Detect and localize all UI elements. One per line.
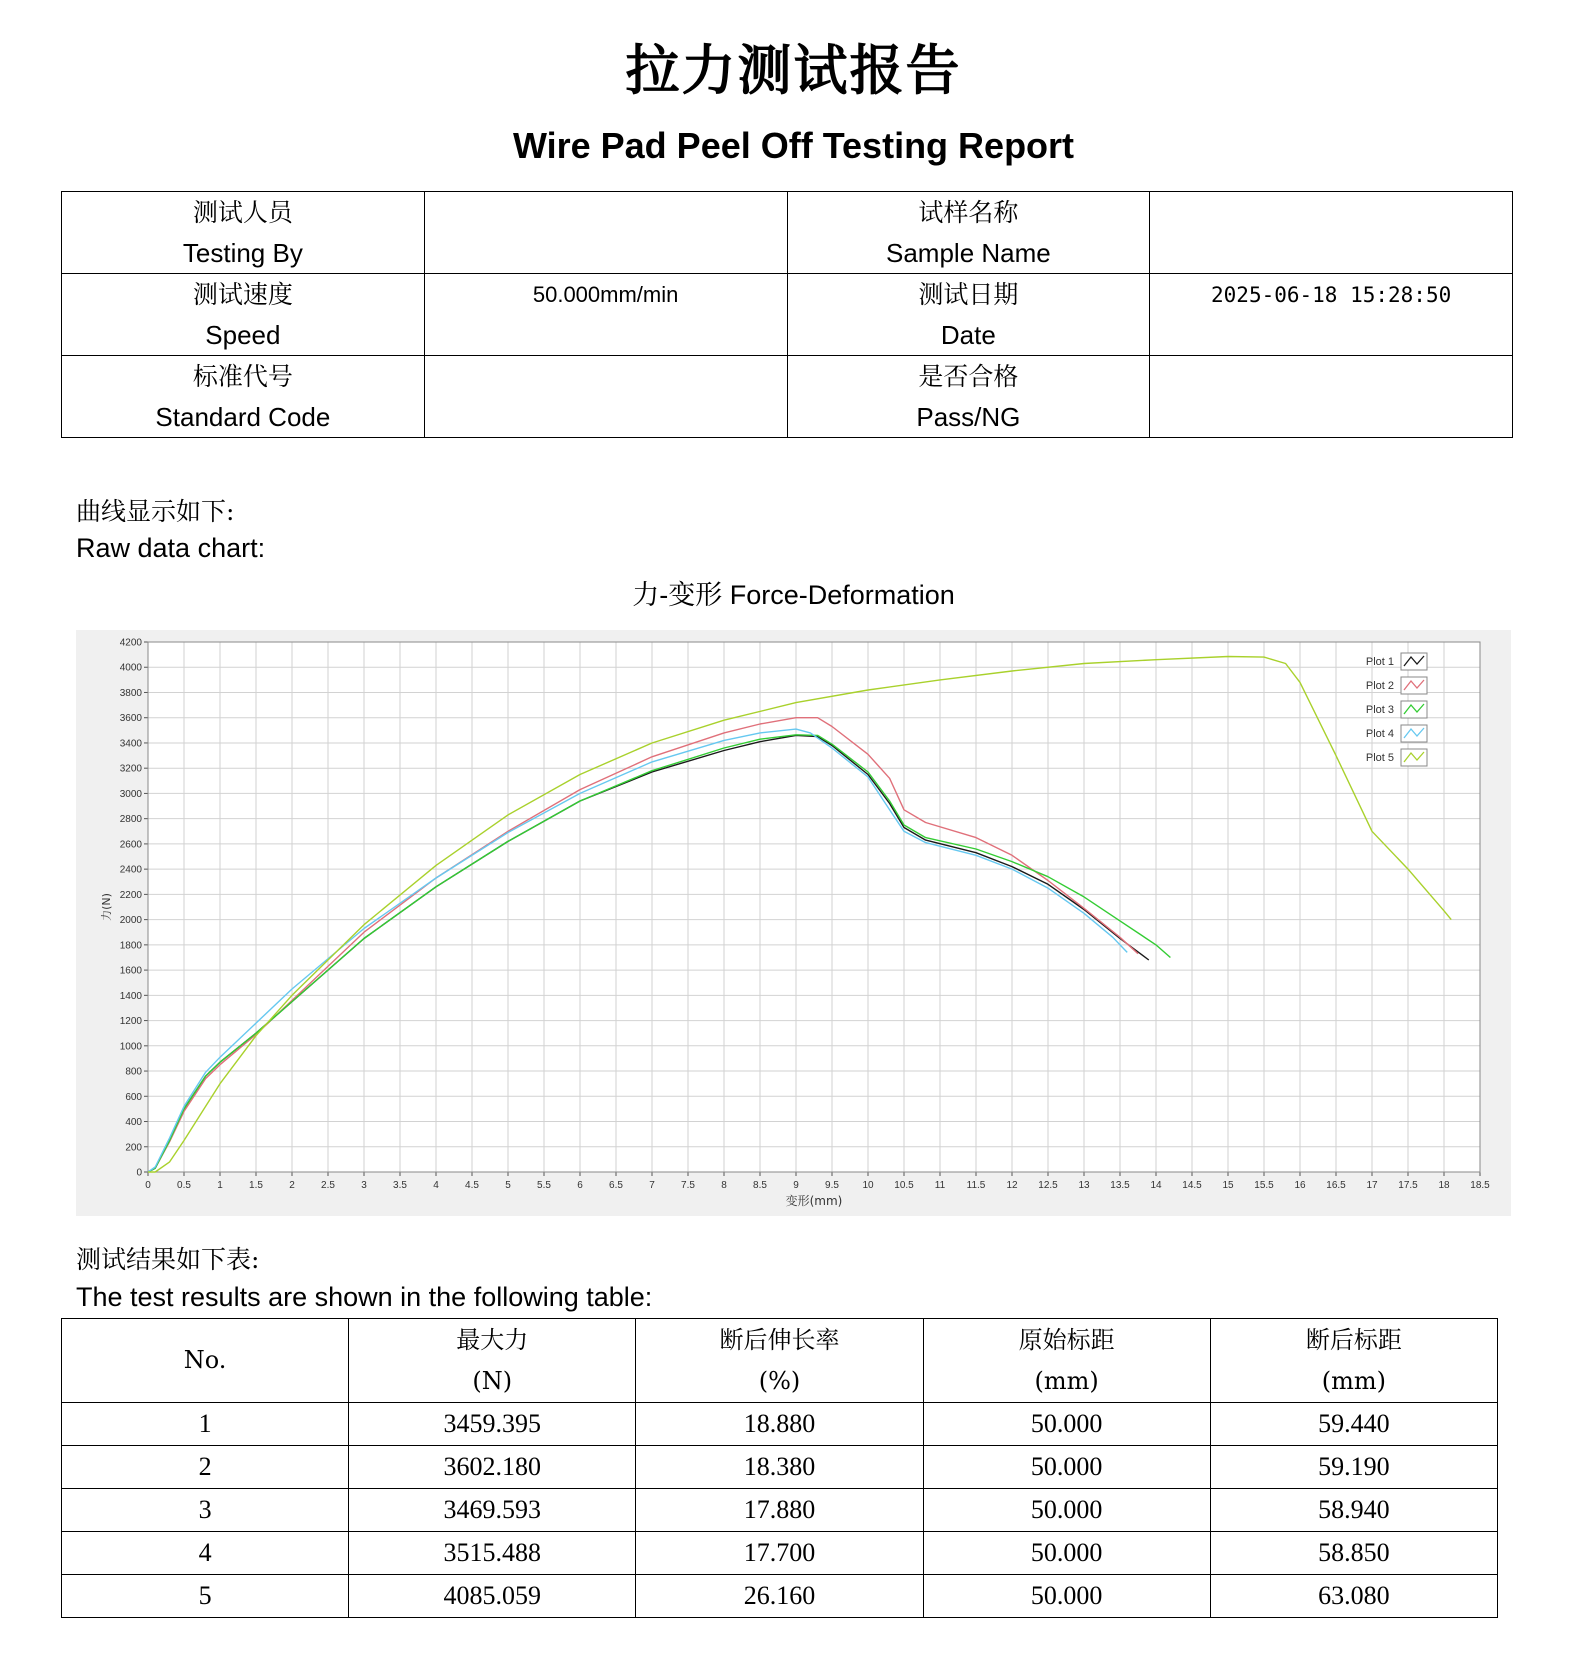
x-tick-label: 11.5 [966,1180,986,1191]
info-label-standard-code [62,356,425,438]
info-value-pass-ng [1150,356,1513,438]
header-text: No. [183,1346,227,1374]
label-en: Speed [205,319,281,350]
header-unit: (mm) [1321,1366,1386,1395]
label-cn: 试样名称 [918,197,1019,227]
results-label-cn: 测试结果如下表: [76,1245,260,1274]
y-tick-label: 400 [125,1117,142,1129]
cell-elongation: 18.880 [636,1403,923,1446]
info-row [62,192,1513,274]
x-tick-label: 11 [934,1180,946,1191]
info-label-date [787,274,1150,356]
table-row [62,1575,1498,1618]
cell-final-gauge: 59.440 [1210,1403,1497,1446]
cell-original-gauge: 50.000 [923,1532,1210,1575]
info-value-standard-code [424,356,787,438]
x-tick-label: 6.5 [609,1180,623,1191]
x-tick-label: 17 [1366,1180,1378,1191]
x-tick-label: 7 [649,1180,655,1191]
x-tick-label: 1.5 [249,1180,263,1191]
legend-label: Plot 1 [1365,656,1394,668]
legend-swatch-box [1401,725,1427,742]
header-original-gauge [923,1319,1210,1403]
results-header-row [62,1319,1498,1403]
report-title-en: Wire Pad Peel Off Testing Report [512,125,1075,166]
info-row [62,356,1513,438]
x-tick-label: 10 [862,1180,874,1191]
info-value-speed [424,274,787,356]
x-tick-label: 16 [1294,1180,1306,1191]
cell-original-gauge: 50.000 [923,1575,1210,1618]
cell-original-gauge: 50.000 [923,1446,1210,1489]
cell-max-force: 3602.180 [349,1446,636,1489]
x-axis-label: 变形(mm) [785,1194,843,1208]
info-value-date [1150,274,1513,356]
legend-label: Plot 4 [1365,728,1394,740]
value: 50.000mm/min [532,281,679,307]
table-row [62,1532,1498,1575]
cell-elongation: 18.380 [636,1446,923,1489]
cell-final-gauge: 58.850 [1210,1532,1497,1575]
label-en: Pass/NG [916,401,1021,432]
info-table [61,191,1513,438]
legend-label: Plot 5 [1365,752,1394,764]
x-tick-label: 12.5 [1038,1180,1058,1191]
info-label-pass-ng [787,356,1150,438]
info-label-speed [62,274,425,356]
x-tick-label: 17.5 [1398,1180,1418,1191]
label-cn: 测试日期 [918,279,1019,309]
x-tick-label: 9 [793,1180,799,1191]
x-tick-label: 13.5 [1110,1180,1130,1191]
curve-label-cn: 曲线显示如下: [76,497,235,526]
info-value-sample-name [1150,192,1513,274]
cell-no: 1 [62,1403,349,1446]
chart-container [76,630,1511,1216]
y-tick-label: 1600 [119,965,142,977]
y-tick-label: 2200 [119,889,142,901]
report-title-cn: 拉力测试报告 [625,38,962,102]
cell-no: 4 [62,1532,349,1575]
header-max-force [349,1319,636,1403]
legend-swatch-box [1401,653,1427,670]
info-value-testing-by [424,192,787,274]
plot-area [148,642,1480,1172]
value: 2025-06-18 15:28:50 [1211,282,1452,307]
x-tick-label: 2.5 [321,1180,335,1191]
header-unit: (N) [472,1366,513,1395]
cell-no: 5 [62,1575,349,1618]
curve-label-en: Raw data chart: [76,533,266,563]
info-row [62,274,1513,356]
x-tick-label: 3.5 [393,1180,407,1191]
cell-original-gauge: 50.000 [923,1489,1210,1532]
cell-final-gauge: 63.080 [1210,1575,1497,1618]
y-tick-label: 1400 [119,990,142,1002]
label-en: Testing By [182,237,303,268]
chart-heading: 力-变形 Force-Deformation [632,580,955,610]
legend-label: Plot 2 [1365,680,1394,692]
y-tick-label: 4000 [119,662,142,674]
x-tick-label: 15.5 [1254,1180,1274,1191]
y-tick-label: 600 [125,1091,142,1103]
header-text: 最大力 [456,1325,529,1354]
table-row [62,1446,1498,1489]
header-unit: (%) [758,1366,801,1395]
y-axis-label: 力(N) [100,893,113,921]
y-tick-label: 2600 [119,839,142,851]
cell-max-force: 3459.395 [349,1403,636,1446]
label-cn: 是否合格 [918,361,1019,391]
x-tick-label: 16.5 [1326,1180,1346,1191]
cell-final-gauge: 59.190 [1210,1446,1497,1489]
table-row [62,1403,1498,1446]
results-label-en: The test results are shown in the following table: [76,1282,653,1312]
x-tick-label: 13 [1078,1180,1090,1191]
x-tick-label: 3 [361,1180,367,1191]
x-tick-label: 0.5 [177,1180,191,1191]
y-tick-label: 800 [125,1066,142,1078]
x-tick-label: 9.5 [825,1180,839,1191]
x-tick-label: 1 [217,1180,223,1191]
y-tick-label: 0 [136,1167,142,1179]
label-en: Sample Name [886,237,1051,268]
x-tick-label: 14.5 [1182,1180,1202,1191]
x-tick-label: 8 [721,1180,727,1191]
force-deformation-chart [76,630,1511,1216]
x-tick-label: 4 [433,1180,439,1191]
y-tick-label: 2400 [119,864,142,876]
label-en: Standard Code [155,401,331,432]
y-tick-label: 4200 [119,637,142,649]
header-unit: (mm) [1034,1366,1099,1395]
header-text: 断后标距 [1305,1325,1402,1354]
y-tick-label: 2800 [119,814,142,826]
cell-elongation: 17.700 [636,1532,923,1575]
label-en: Date [940,319,996,350]
y-tick-label: 3600 [119,713,142,725]
legend-swatch-box [1401,749,1427,766]
y-tick-label: 1000 [119,1041,142,1053]
label-cn: 测试速度 [192,279,293,309]
y-tick-label: 1200 [119,1016,142,1028]
header-elongation [636,1319,923,1403]
x-tick-label: 6 [577,1180,583,1191]
x-tick-label: 5 [505,1180,511,1191]
x-tick-label: 14 [1150,1180,1162,1191]
legend-swatch-box [1401,701,1427,718]
cell-max-force: 4085.059 [349,1575,636,1618]
x-tick-label: 7.5 [681,1180,695,1191]
y-tick-label: 200 [125,1142,142,1154]
results-table [61,1318,1498,1618]
cell-elongation: 17.880 [636,1489,923,1532]
x-tick-label: 4.5 [465,1180,479,1191]
cell-max-force: 3515.488 [349,1532,636,1575]
cell-final-gauge: 58.940 [1210,1489,1497,1532]
x-tick-label: 18 [1438,1180,1450,1191]
y-tick-label: 3800 [119,687,142,699]
x-tick-label: 12 [1006,1180,1018,1191]
cell-max-force: 3469.593 [349,1489,636,1532]
cell-original-gauge: 50.000 [923,1403,1210,1446]
x-tick-label: 18.5 [1470,1180,1490,1191]
header-final-gauge [1210,1319,1497,1403]
x-tick-label: 8.5 [753,1180,767,1191]
legend-swatch-box [1401,677,1427,694]
y-tick-label: 3400 [119,738,142,750]
header-text: 原始标距 [1018,1325,1115,1354]
y-tick-label: 3000 [119,788,142,800]
x-tick-label: 2 [289,1180,295,1191]
legend-label: Plot 3 [1365,704,1394,716]
table-row [62,1489,1498,1532]
info-label-testing-by [62,192,425,274]
cell-no: 3 [62,1489,349,1532]
label-cn: 测试人员 [192,197,293,227]
info-label-sample-name [787,192,1150,274]
cell-elongation: 26.160 [636,1575,923,1618]
x-tick-label: 0 [145,1180,151,1191]
header-no [62,1319,349,1403]
x-tick-label: 10.5 [894,1180,914,1191]
y-tick-label: 1800 [119,940,142,952]
header-text: 断后伸长率 [719,1325,840,1354]
x-tick-label: 5.5 [537,1180,551,1191]
cell-no: 2 [62,1446,349,1489]
label-cn: 标准代号 [192,361,293,391]
y-tick-label: 2000 [119,915,142,927]
y-tick-label: 3200 [119,763,142,775]
x-tick-label: 15 [1222,1180,1234,1191]
